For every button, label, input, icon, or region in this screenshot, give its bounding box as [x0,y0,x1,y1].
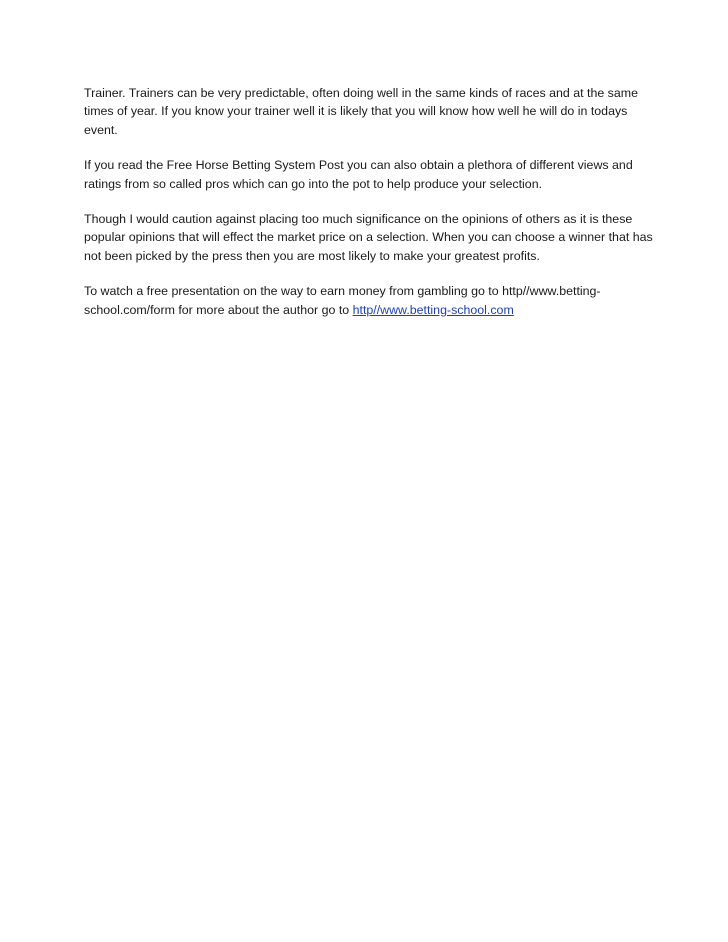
paragraph-presentation [84,282,646,319]
document-body [84,84,653,336]
text-line-with-link [84,301,646,319]
text-line: event. [84,122,118,137]
paragraph-trainer [84,84,646,139]
text-line: Though I would caution against placing too much significance on the opinions of others as it is these [84,212,633,227]
author-link[interactable]: http//www.betting-school.com [352,302,514,317]
text-line: If you read the Free Horse Betting System Post you can also obtain a plethora of different views and [84,158,633,173]
text-line: times of year. If you know your trainer well it is likely that you will know how well he will do in todays [84,104,628,119]
text-segment: school.com/form for more about the author go to [84,302,353,317]
text-line: not been picked by the press then you are most likely to make your greatest profits. [84,248,540,263]
text-line: popular opinions that will effect the market price on a selection. When you can choose a winner that has [84,230,653,245]
paragraph-caution [84,210,653,265]
paragraph-betting-system-post [84,156,646,193]
text-line: ratings from so called pros which can go into the pot to help produce your selection. [84,176,543,191]
text-line: To watch a free presentation on the way to earn money from gambling go to http//www.betting- [84,284,601,299]
text-line: Trainer. Trainers can be very predictable, often doing well in the same kinds of races and at the same [84,86,638,100]
